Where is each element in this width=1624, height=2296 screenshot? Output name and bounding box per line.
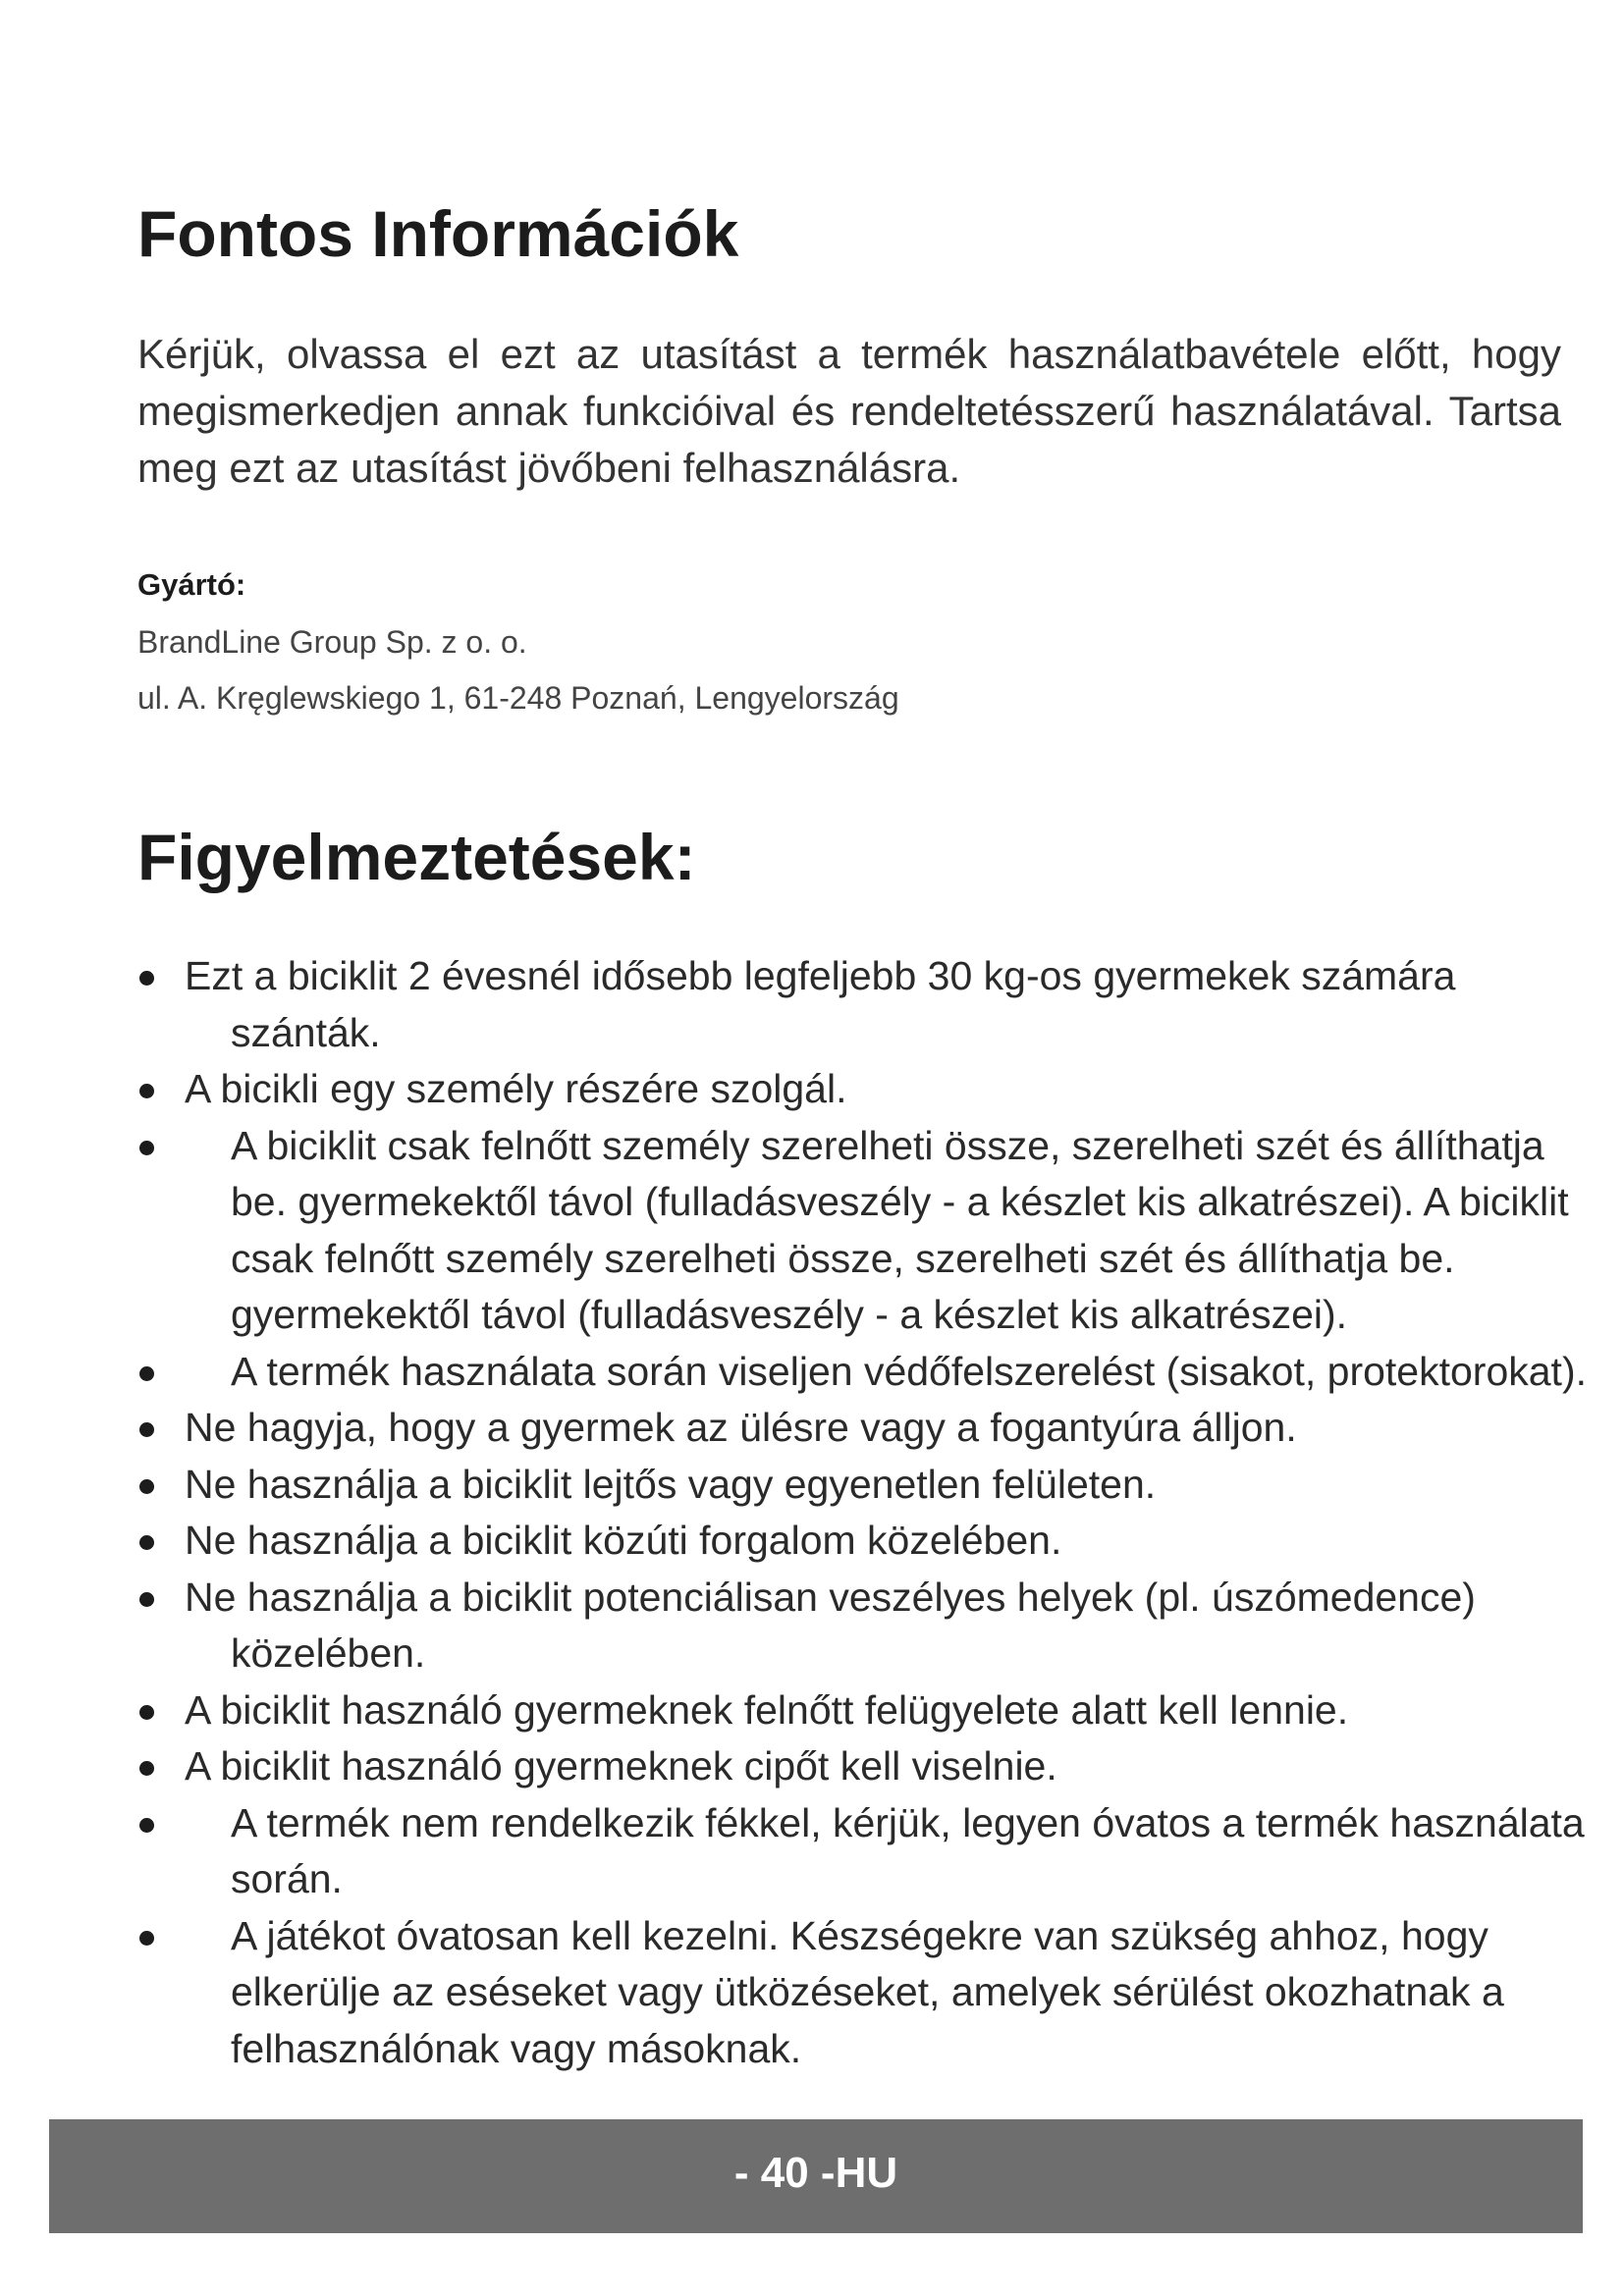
bullet-icon <box>139 1705 154 1720</box>
important-info-title: Fontos Információk <box>137 197 739 270</box>
intro-line-2: előtt, hogy megismerkedjen annak funkcióival és rendeltetésszerű <box>137 331 1561 434</box>
warning-item: A biciklit csak felnőtt személy szerelheti össze, szerelheti szét és állíthatja be. gyermekektől távol (fulladásveszély - a készlet kis alkatrészei). A biciklit csak felnőtt személy szerelheti össze, szerelheti szét és állíthatja be. gyermekektől távol (fulladásveszély - a készlet kis alkatrészei). <box>137 1118 1591 1344</box>
page-footer <box>49 2119 1583 2233</box>
warning-item: A biciklit használó gyermeknek cipőt kell viselnie. <box>137 1738 1591 1795</box>
warning-item: A biciklit használó gyermeknek felnőtt felügyelete alatt kell lennie. <box>137 1682 1591 1739</box>
warning-item: A termék nem rendelkezik fékkel, kérjük, legyen óvatos a termék használata során. <box>137 1795 1591 1908</box>
bullet-icon <box>139 971 154 986</box>
warning-item: A termék használata során viseljen védőfelszerelést (sisakot, protektorokat). <box>137 1344 1591 1401</box>
manufacturer-label: Gyártó: <box>137 567 246 602</box>
warnings-list <box>137 948 1591 2077</box>
bullet-icon <box>139 1818 154 1833</box>
warning-item: A bicikli egy személy részére szolgál. <box>137 1061 1591 1118</box>
manufacturer-address: ul. A. Kręglewskiego 1, 61-248 Poznań, Lengyelország <box>137 680 899 716</box>
intro-line-3: használatával. Tartsa meg ezt az utasítást jövőbeni felhasználásra. <box>137 388 1562 491</box>
warning-item: Ne használja a biciklit potenciálisan veszélyes helyek (pl. úszómedence) közelében. <box>137 1570 1591 1682</box>
warning-item: A játékot óvatosan kell kezelni. Készségekre van szükség ahhoz, hogy elkerülje az eséseket vagy ütközéseket, amelyek sérülést okozhatnak a felhasználónak vagy másoknak. <box>137 1908 1591 2078</box>
bullet-icon <box>139 1535 154 1550</box>
warning-item: Ne használja a biciklit közúti forgalom közelében. <box>137 1513 1591 1570</box>
warning-item: Ezt a biciklit 2 évesnél idősebb legfeljebb 30 kg-os gyermekek számára szánták. <box>137 948 1591 1061</box>
intro-paragraph <box>137 326 1561 497</box>
warnings-title: Figyelmeztetések: <box>137 821 696 893</box>
page-number: - 40 -HU <box>733 2149 898 2197</box>
intro-line-1: Kérjük, olvassa el ezt az utasítást a termék használatbavétele <box>137 331 1341 377</box>
bullet-icon <box>139 1479 154 1494</box>
warning-item: Ne használja a biciklit lejtős vagy egyenetlen felületen. <box>137 1457 1591 1514</box>
bullet-icon <box>139 1761 154 1776</box>
bullet-icon <box>139 1366 154 1381</box>
bullet-icon <box>139 1422 154 1437</box>
manufacturer-name: BrandLine Group Sp. z o. o. <box>137 624 527 660</box>
bullet-icon <box>139 1141 154 1155</box>
bullet-icon <box>139 1592 154 1607</box>
bullet-icon <box>139 1084 154 1098</box>
warning-item: Ne hagyja, hogy a gyermek az ülésre vagy a fogantyúra álljon. <box>137 1400 1591 1457</box>
bullet-icon <box>139 1931 154 1946</box>
